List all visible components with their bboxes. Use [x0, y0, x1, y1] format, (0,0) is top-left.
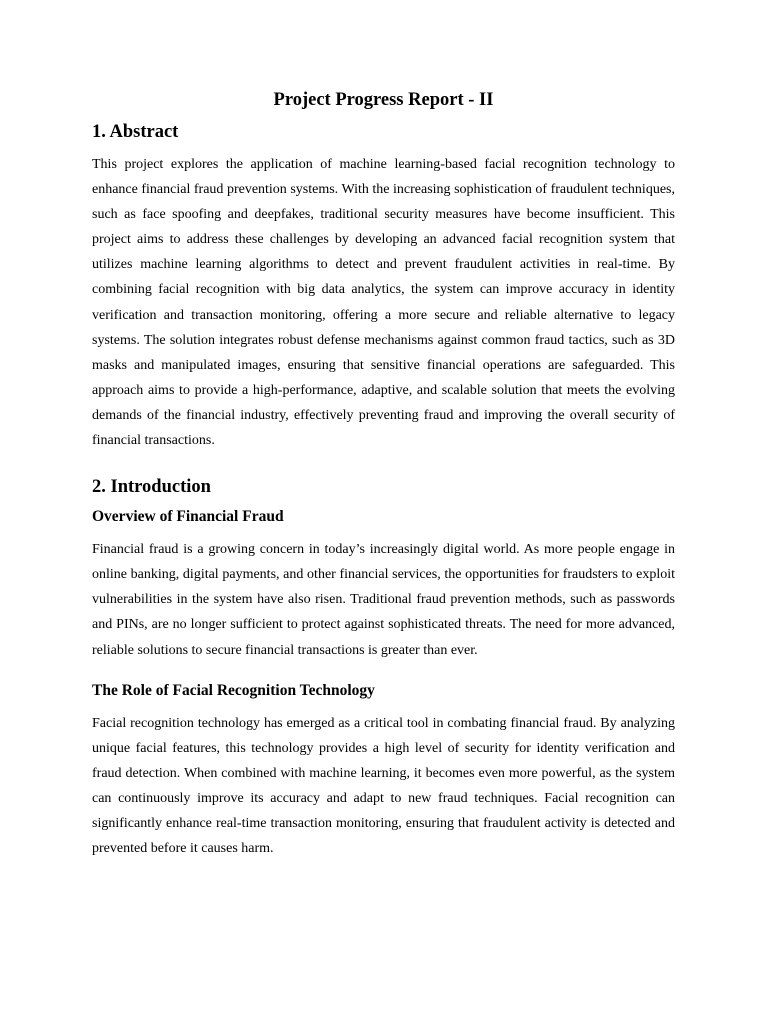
subsection-heading-facial-recognition: The Role of Facial Recognition Technology [92, 681, 375, 699]
spacer [92, 453, 675, 467]
facial-recognition-paragraph: Facial recognition technology has emerged as a critical tool in combating financial fraud. By analyzing unique facial features, this technology provides a high level of security for identity verification and fraud detection. When combined with machine learning, it becomes even more powerful, as the system can continuously improve its accuracy and adapt to new fraud techniques. Facial recognition can significantly enhance real-time transaction monitoring, ensuring that fraudulent activity is detected and prevented before it causes harm. [92, 715, 675, 857]
subsection-heading-overview: Overview of Financial Fraud [92, 508, 284, 526]
document-title: Project Progress Report - II [273, 90, 494, 110]
spacer [92, 663, 675, 679]
abstract-paragraph: This project explores the application of machine learning-based facial recognition technology to enhance financial fraud prevention systems. With the increasing sophistication of fraudulent techniques, such as face spoofing and deepfakes, traditional security measures have become insufficient. This project aims to address these challenges by developing an advanced facial recognition system that utilizes machine learning algorithms to detect and prevent fraudulent activities in real-time. By combining facial recognition with big data analytics, the system can improve accuracy in identity verification and transaction monitoring, offering a more secure and reliable alternative to legacy systems. The solution integrates robust defense mechanisms against common fraud tactics, such as 3D masks and manipulated images, ensuring that sensitive financial operations are safeguarded. This approach aims to provide a high-performance, adaptive, and scalable solution that meets the evolving demands of the financial industry, effectively preventing fraud and improving the overall security of financial transactions. [92, 157, 675, 449]
section-heading-abstract: 1. Abstract [92, 122, 179, 142]
document-body [92, 88, 675, 861]
section-heading-introduction: 2. Introduction [92, 477, 211, 498]
overview-paragraph: Financial fraud is a growing concern in today’s increasingly digital world. As more people engage in online banking, digital payments, and other financial services, the opportunities for fraudsters to exploit vulnerabilities in the system have also risen. Traditional fraud prevention methods, such as passwords and PINs, are no longer sufficient to protect against sophisticated threats. The need for more advanced, reliable solutions to secure financial transactions is greater than ever. [92, 542, 675, 658]
